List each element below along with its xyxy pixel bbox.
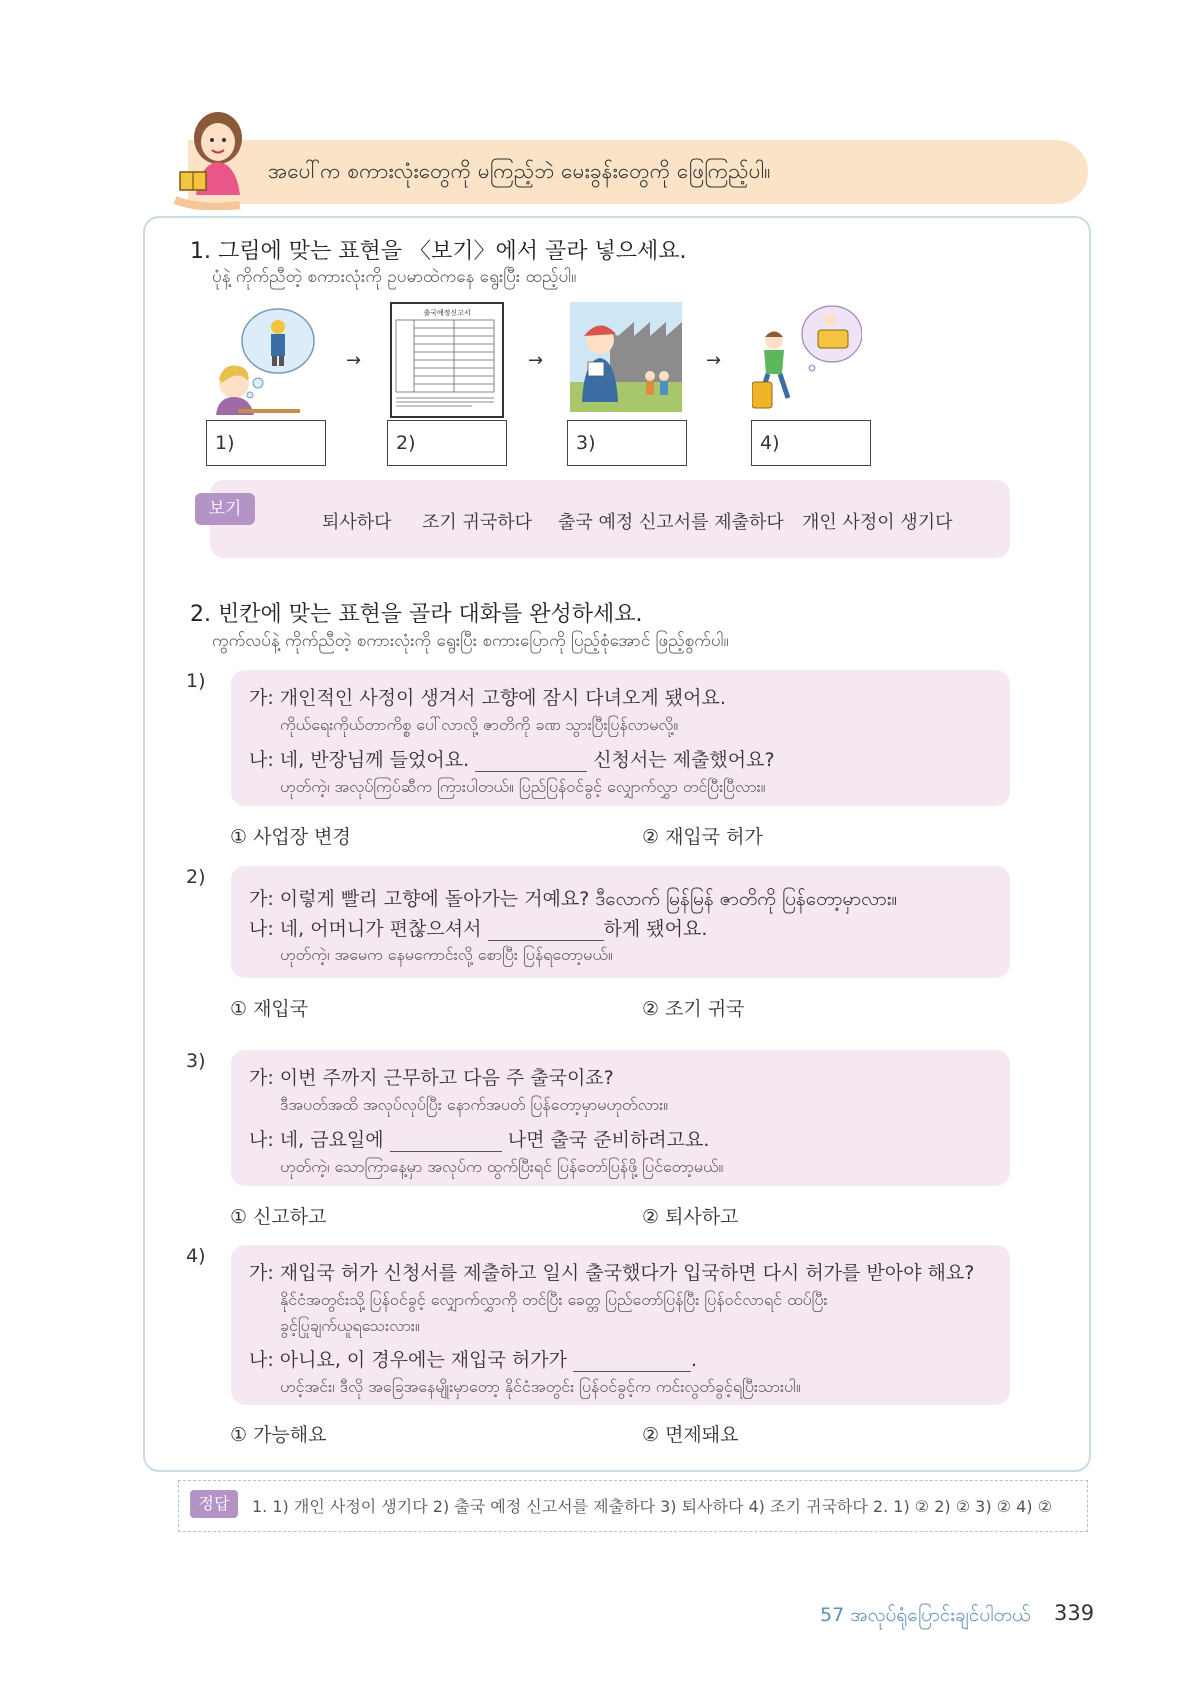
returning-home-picture: [752, 302, 862, 414]
answer-key-text: 1. 1) 개인 사정이 생기다 2) 출국 예정 신고서를 제출하다 3) 퇴사하다 4) 조기 귀국하다 2. 1) ② 2) ② 3) ② 4) ②: [252, 1497, 1052, 1516]
answer-box-1[interactable]: 1): [206, 420, 326, 466]
departure-report-form-picture: [390, 302, 504, 418]
q2-subtitle: ကွက်လပ်နဲ့ ကိုက်ညီတဲ့ စကားလုံးကို ရွေးပြီး စကားပြောကို ပြည့်စုံအောင် ဖြည့်စွက်ပါ။: [212, 631, 729, 651]
item-number: 2): [186, 866, 206, 888]
item-number: 3): [186, 1050, 206, 1072]
option-1[interactable]: ① 신고하고: [230, 1206, 327, 1228]
answer-box-4[interactable]: 4): [751, 420, 871, 466]
dialogue-line-na: [249, 745, 775, 772]
dialogue-translation: ဟုတ်ကဲ့၊ အမေက နေမကောင်းလို့ စောပြီး ပြန်ရတော့မယ်။: [280, 945, 613, 964]
option-2[interactable]: ② 조기 귀국: [642, 998, 745, 1020]
bogi-item: 조기 귀국하다: [422, 512, 533, 533]
bogi-item: 출국 예정 신고서를 제출하다: [558, 512, 784, 533]
answer-blank[interactable]: [488, 920, 604, 941]
answer-key-label: 정답: [190, 1490, 238, 1518]
dialogue-translation: ဟုတ်ကဲ့၊ အလုပ်ကြပ်ဆီက ကြားပါတယ်။ ပြည်ပြန်ဝင်ခွင့် လျှောက်လွှာ တင်ပြီးပြီလား။: [280, 777, 766, 796]
arrow-icon: →: [346, 350, 362, 371]
q2-title: 2. 빈칸에 맞는 표현을 골라 대화를 완성하세요.: [190, 602, 643, 627]
dialogue-text: 나: 네, 어머니가 편찮으셔서: [249, 918, 482, 940]
q1-subtitle: ပုံနဲ့ ကိုက်ညီတဲ့ စကားလုံးကို ဥပမာထဲကနေ ရွေးပြီး ထည့်ပါ။: [212, 267, 577, 287]
dialogue-line-ga: 가: 이번 주까지 근무하고 다음 주 출국이죠?: [249, 1067, 614, 1089]
arrow-icon: →: [528, 350, 544, 371]
dialogue-text: .: [691, 1349, 698, 1371]
dialogue-translation: ဟင့်အင်း၊ ဒီလို အခြေအနေမျိုးမှာတော့ နိုင်ငံအတွင်း ပြန်ဝင်ခွင့်က ကင်းလွတ်ခွင့်ရပြီးသားပါ။: [280, 1377, 801, 1396]
dialogue-text: 나: 아니요, 이 경우에는 재입국 허가가: [249, 1349, 567, 1371]
arrow-icon: →: [706, 350, 722, 371]
dialogue-text: 나면 출국 준비하려고요.: [507, 1129, 710, 1151]
form-title: 출국예정신고서: [423, 309, 471, 317]
bogi-item: 개인 사정이 생기다: [802, 512, 953, 533]
q1-title: 1. 그림에 맞는 표현을 〈보기〉에서 골라 넣으세요.: [190, 239, 687, 264]
bogi-item: 퇴사하다: [322, 512, 392, 533]
dialogue-line-na: [249, 914, 707, 941]
dialogue-text: 나: 네, 금요일에: [249, 1129, 384, 1151]
dialogue-text: 신청서는 제출했어요?: [593, 749, 775, 771]
option-1[interactable]: ① 가능해요: [230, 1424, 327, 1446]
answer-blank[interactable]: [573, 1351, 691, 1372]
option-1[interactable]: ① 사업장 변경: [230, 826, 351, 848]
bogi-label: 보기: [195, 493, 255, 525]
option-2[interactable]: ② 퇴사하고: [642, 1206, 739, 1228]
thinking-of-home-picture: [208, 305, 316, 417]
answer-box-2[interactable]: 2): [387, 420, 507, 466]
item-number: 1): [186, 670, 206, 692]
dialogue-translation: ခွင့်ပြုချက်ယူရသေးလား။: [280, 1316, 420, 1335]
dialogue-line-na: [249, 1125, 709, 1152]
dialogue-translation: နိုင်ငံအတွင်းသို့ ပြန်ဝင်ခွင့် လျှောက်လွှာကို တင်ပြီး ခေတ္တ ပြည်တော်ပြန်ပြီး ပြန်ဝင်လာရင် ထပ်ပြီး: [280, 1290, 828, 1309]
option-2[interactable]: ② 재입국 허가: [642, 826, 763, 848]
dialogue-text: 하게 됐어요.: [603, 918, 708, 940]
page-number: 339: [1054, 1601, 1095, 1625]
teacher-illustration: [170, 100, 270, 210]
dialogue-line-ga: 가: 개인적인 사정이 생겨서 고향에 잠시 다녀오게 됐어요.: [249, 687, 726, 709]
item-number: 4): [186, 1245, 206, 1267]
dialogue-line-ga: 가: 재입국 허가 신청서를 제출하고 일시 출국했다가 입국하면 다시 허가를 받아야 해요?: [249, 1262, 975, 1284]
dialogue-line-ga: 가: 이렇게 빨리 고향에 돌아가는 거예요? ဒီလောက် မြန်မြန် ဇာတိကို ပြန်တော့မှာလား။: [249, 888, 898, 910]
dialogue-text: 나: 네, 반장님께 들었어요.: [249, 749, 470, 771]
answer-blank[interactable]: [390, 1131, 502, 1152]
unit-title: 57 အလုပ်ရုံပြောင်းချင်ပါတယ်: [820, 1604, 1031, 1626]
leaving-factory-picture: [570, 302, 682, 412]
dialogue-translation: ကိုယ်ရေးကိုယ်တာကိစ္စ ပေါ်လာလို့ ဇာတိကို ခဏ သွားပြီးပြန်လာမလို့။: [280, 715, 679, 734]
answer-blank[interactable]: [475, 751, 587, 772]
option-2[interactable]: ② 면제돼요: [642, 1424, 739, 1446]
answer-box-3[interactable]: 3): [567, 420, 687, 466]
dialogue-translation: ဒီအပတ်အထိ အလုပ်လုပ်ပြီး နောက်အပတ် ပြန်တော့မှာမဟုတ်လား။: [280, 1095, 669, 1114]
option-1[interactable]: ① 재입국: [230, 998, 309, 1020]
dialogue-line-na: [249, 1345, 697, 1372]
dialogue-translation: ဟုတ်ကဲ့၊ သောကြာနေ့မှာ အလုပ်က ထွက်ပြီးရင် ပြန်တော်ပြန်ဖို့ ပြင်တော့မယ်။: [280, 1157, 724, 1176]
instruction-text: အပေါ်က စကားလုံးတွေကို မကြည့်ဘဲ မေးခွန်းတွေကို ဖြေကြည့်ပါ။: [268, 159, 771, 183]
